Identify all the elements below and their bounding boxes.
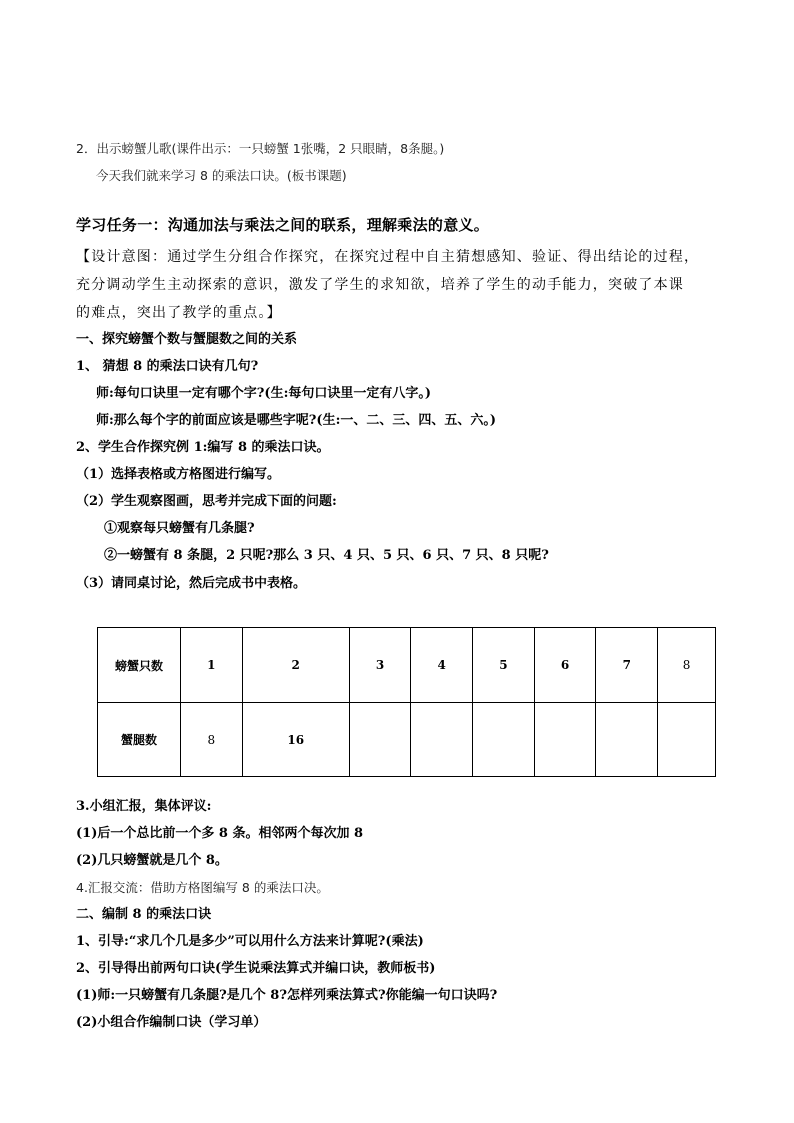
intro-line-1: 2．出示螃蟹儿歌(课件出示：一只螃蟹 1张嘴，2 只眼睛，8条腿。)	[76, 141, 445, 156]
section1-item3: 3.小组汇报，集体评议:	[76, 799, 212, 814]
section1-title: 一、探究螃蟹个数与蟹腿数之间的关系	[76, 332, 298, 347]
table-cell: 8	[658, 628, 716, 703]
section1-item2-2a: ①观察每只螃蟹有几条腿?	[104, 521, 255, 536]
row-label-crab-count: 螃蟹只数	[98, 628, 181, 703]
row-label-leg-count: 蟹腿数	[98, 703, 181, 777]
table-cell: 8	[181, 703, 243, 777]
table-cell	[658, 703, 716, 777]
section2-item2-1: (1)师:一只螃蟹有几条腿?是几个 8?怎样列乘法算式?你能编一句口诀吗?	[76, 988, 498, 1003]
table-cell	[534, 703, 596, 777]
design-intent-line-3: 的难点，突出了教学的重点。】	[76, 305, 282, 321]
section1-item2: 2、学生合作探究例 1:编写 8 的乘法口诀。	[76, 440, 330, 455]
table-cell	[473, 703, 535, 777]
design-intent-line-1: 【设计意图：通过学生分组合作探究，在探究过程中自主猜想感知、验证、得出结论的过程，	[76, 249, 700, 265]
section1-item2-2b: ②一螃蟹有 8 条腿，2 只呢?那么 3 只、4 只、5 只、6 只、7 只、8 只呢?	[104, 548, 549, 563]
section2-item2: 2、引导得出前两句口诀(学生说乘法算式并编口诀，教师板书)	[76, 961, 436, 976]
section1-item2-3: （3）请同桌讨论，然后完成书中表格。	[76, 576, 307, 591]
section1-item1-a: 师:每句口诀里一定有哪个字?(生:每句口诀里一定有八字。)	[96, 386, 432, 401]
section1-item3-1: (1)后一个总比前一个多 8 条。相邻两个每次加 8	[76, 826, 364, 841]
table-cell	[596, 703, 658, 777]
table-cell: 6	[534, 628, 596, 703]
intro-line-2: 今天我们就来学习 8 的乘法口诀。(板书课题)	[96, 168, 347, 183]
table-cell: 7	[596, 628, 658, 703]
section1-item2-1: （1）选择表格或方格图进行编写。	[76, 467, 281, 482]
crab-legs-table	[97, 627, 716, 777]
section1-item1: 1、 猜想 8 的乘法口诀有几句?	[76, 359, 259, 374]
section2-title: 二、编制 8 的乘法口诀	[76, 907, 212, 922]
section1-item3-2: (2)几只螃蟹就是几个 8。	[76, 853, 228, 868]
table-cell	[349, 703, 411, 777]
design-intent-line-2: 充分调动学生主动探索的意识，激发了学生的求知欲，培养了学生的动手能力，突破了本课	[76, 277, 684, 293]
section1-item4: 4.汇报交流：借助方格图编写 8 的乘法口决。	[76, 880, 329, 895]
task-title: 学习任务一：沟通加法与乘法之间的联系，理解乘法的意义。	[76, 216, 490, 234]
section2-item2-2: (2)小组合作编制口诀（学习单）	[76, 1015, 267, 1030]
table-cell: 5	[473, 628, 535, 703]
table-cell: 3	[349, 628, 411, 703]
section1-item1-b: 师:那么每个字的前面应该是哪些字呢?(生:一、二、三、四、五、六。)	[96, 413, 497, 428]
section2-item1: 1、引导:“求几个几是多少”可以用什么方法来计算呢?(乘法)	[76, 934, 424, 949]
table-row	[98, 628, 716, 703]
table-cell	[411, 703, 473, 777]
table-cell: 1	[181, 628, 243, 703]
table-cell: 4	[411, 628, 473, 703]
section1-item2-2: （2）学生观察图画，思考并完成下面的问题:	[76, 494, 337, 509]
table-cell: 16	[242, 703, 349, 777]
table-row	[98, 703, 716, 777]
table-cell: 2	[242, 628, 349, 703]
